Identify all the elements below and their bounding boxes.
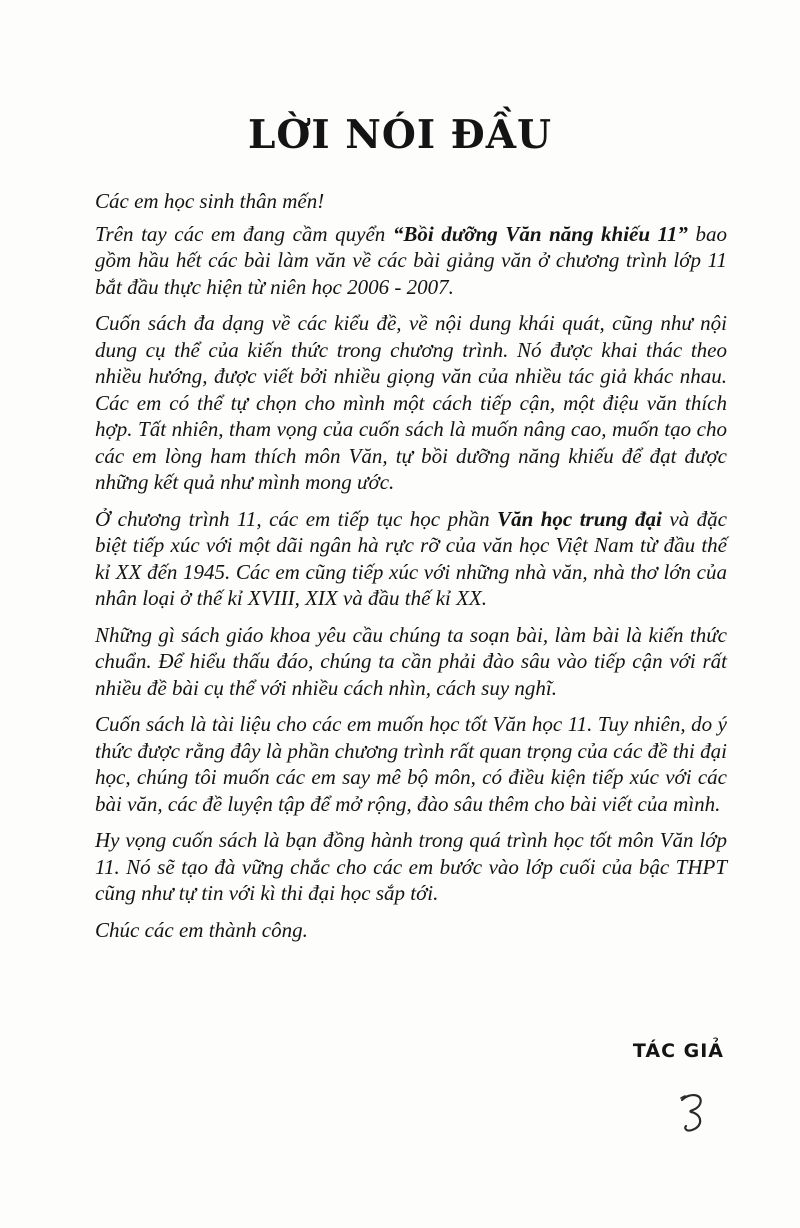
paragraph-4: [95, 622, 727, 702]
paragraph-5-text: Cuốn sách là tài liệu cho các em muốn học tốt Văn học 11. Tuy nhiên, do ý thức được rằng đây là phần chương trình rất quan trọng của các đề thi đại học, chúng tôi muốn các em say mê bộ môn, có điều kiện tiếp xúc với các bài văn, các đề luyện tập để mở rộng, đào sâu thêm cho bài viết của mình.: [95, 712, 727, 816]
author-signature: TÁC GIẢ: [632, 1040, 724, 1062]
paragraph-5: [95, 711, 727, 817]
paragraph-1-after: bao gồm hầu hết các bài làm văn về các bài giảng văn ở chương trình lớp 11 bắt đầu thực hiện từ niên học 2006 - 2007.: [95, 221, 727, 299]
paragraph-2-text: Cuốn sách đa dạng về các kiểu đề, về nội dung khái quát, cũng như nội dung cụ thể của kiến thức trong chương trình. Nó được khai thác theo nhiều hướng, được viết bởi nhiều giọng văn của nhiều tác giả khác nhau. Các em có thể tự chọn cho mình một cách tiếp cận, một điệu văn thích hợp. Tất nhiên, tham vọng của cuốn sách là muốn nâng cao, muốn tạo cho các em lòng ham thích môn Văn, tự bồi dưỡng năng khiếu để đạt được những kết quả như mình mong ước.: [95, 311, 727, 494]
foreword-body: [95, 188, 727, 953]
paragraph-3-before: Ở chương trình 11, các em tiếp tục học phần: [95, 506, 498, 531]
greeting: [95, 188, 727, 215]
page-title: LỜI NÓI ĐẦU: [247, 112, 552, 158]
paragraph-2: [95, 310, 727, 496]
closing-text: Chúc các em thành công.: [95, 917, 308, 942]
paragraph-6-text: Hy vọng cuốn sách là bạn đồng hành trong quá trình học tốt môn Văn lớp 11. Nó sẽ tạo đà vững chắc cho các em bước vào lớp cuối của bậc THPT cũng như tự tin với kì thi đại học sắp tới.: [95, 828, 727, 905]
book-title: “Bồi dưỡng Văn năng khiếu 11”: [392, 221, 688, 246]
emphasis-medieval-literature: Văn học trung đại: [497, 506, 662, 531]
paragraph-1: [95, 221, 727, 301]
greeting-text: Các em học sinh thân mến!: [95, 189, 325, 213]
paragraph-4-text: Những gì sách giáo khoa yêu cầu chúng ta soạn bài, làm bài là kiến thức chuẩn. Để hiểu thấu đáo, chúng ta cần phải đào sâu vào tiếp cận với rất nhiều đề bài cụ thể với nhiều cách nhìn, cách suy nghĩ.: [95, 622, 727, 700]
handwritten-page-mark-icon: [676, 1090, 710, 1136]
paragraph-3-after: và đặc biệt tiếp xúc với một dãi ngân hà rực rỡ của văn học Việt Nam từ đầu thế kỉ XX đến 1945. Các em cũng tiếp xúc với những nhà văn, nhà thơ lớn của nhân loại ở thế kỉ XVIII, XIX và đầu thế kỉ XX.: [95, 506, 727, 610]
paragraph-3: [95, 506, 727, 612]
paragraph-6: [95, 827, 727, 907]
paragraph-1-before: Trên tay các em đang cầm quyển: [95, 221, 393, 246]
closing: [95, 917, 727, 944]
